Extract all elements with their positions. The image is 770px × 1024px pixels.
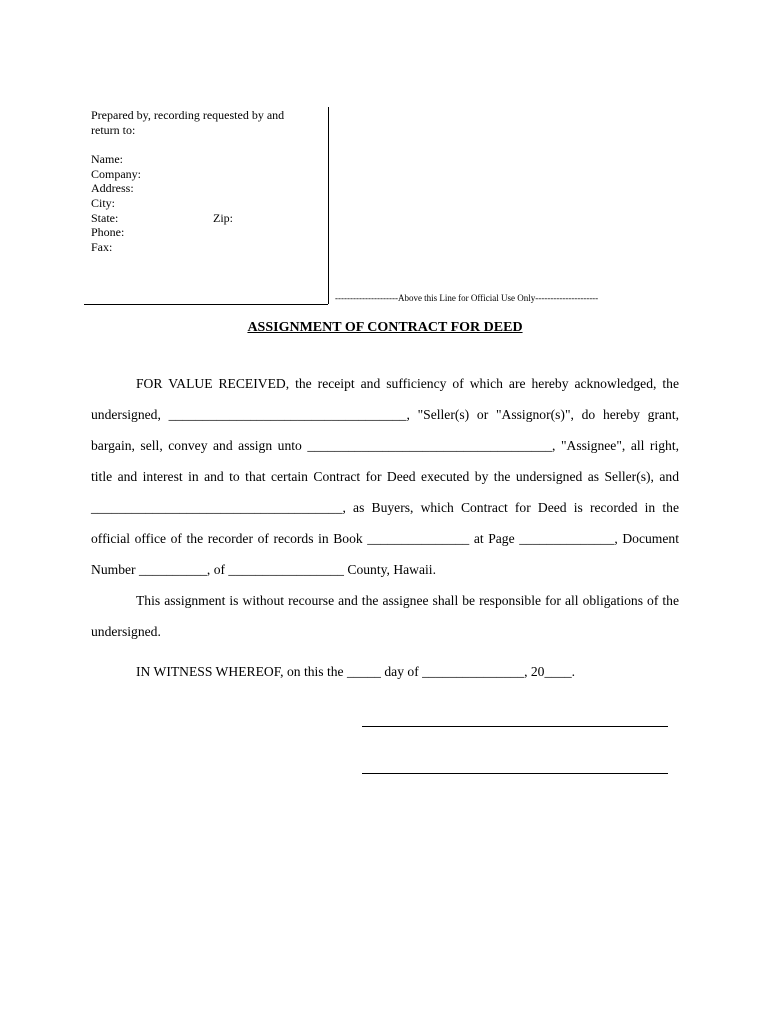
prepared-by-line2: return to: [91,122,136,137]
company-label: Company: [91,166,141,181]
return-address-block [91,108,321,254]
document-body [91,368,679,647]
witness-clause: IN WITNESS WHEREOF, on this the _____ day of _______________, 20____. [136,664,576,679]
official-use-line: ---------------------Above this Line for Official Use Only--------------------- [335,293,599,303]
state-zip-line [91,211,321,226]
signature-line-1 [362,726,668,727]
fax-label: Fax: [91,239,113,254]
header-horizontal-divider [84,304,328,305]
assignment-paragraph: FOR VALUE RECEIVED, the receipt and sufficiency of which are hereby acknowledged, the undersigned, ___________________________________, "Seller(s) or "Assignor(s)", do hereby grant, bargain, sell, convey and assign unto ____________________________________, "Assignee", all right, title and interest in and to that certain Contract for Deed executed by the undersigned as Seller(s), and _____________________________________, as Buyers, which Contract for Deed is recorded in the official office of the recorder of records in Book _______________ at Page ______________, Document Number __________, of _________________ County, Hawaii. [91,376,679,577]
name-label: Name: [91,152,123,167]
header-vertical-divider [328,107,329,304]
prepared-by-line1: Prepared by, recording requested by and [91,108,285,122]
phone-label: Phone: [91,225,125,240]
signature-line-2 [362,773,668,774]
address-label: Address: [91,181,134,196]
city-label: City: [91,195,116,210]
document-title: ASSIGNMENT OF CONTRACT FOR DEED [247,320,523,335]
state-label: State: [91,210,119,225]
recourse-paragraph: This assignment is without recourse and the assignee shall be responsible for all obligations of the undersigned. [91,593,679,639]
zip-label: Zip: [213,210,233,225]
